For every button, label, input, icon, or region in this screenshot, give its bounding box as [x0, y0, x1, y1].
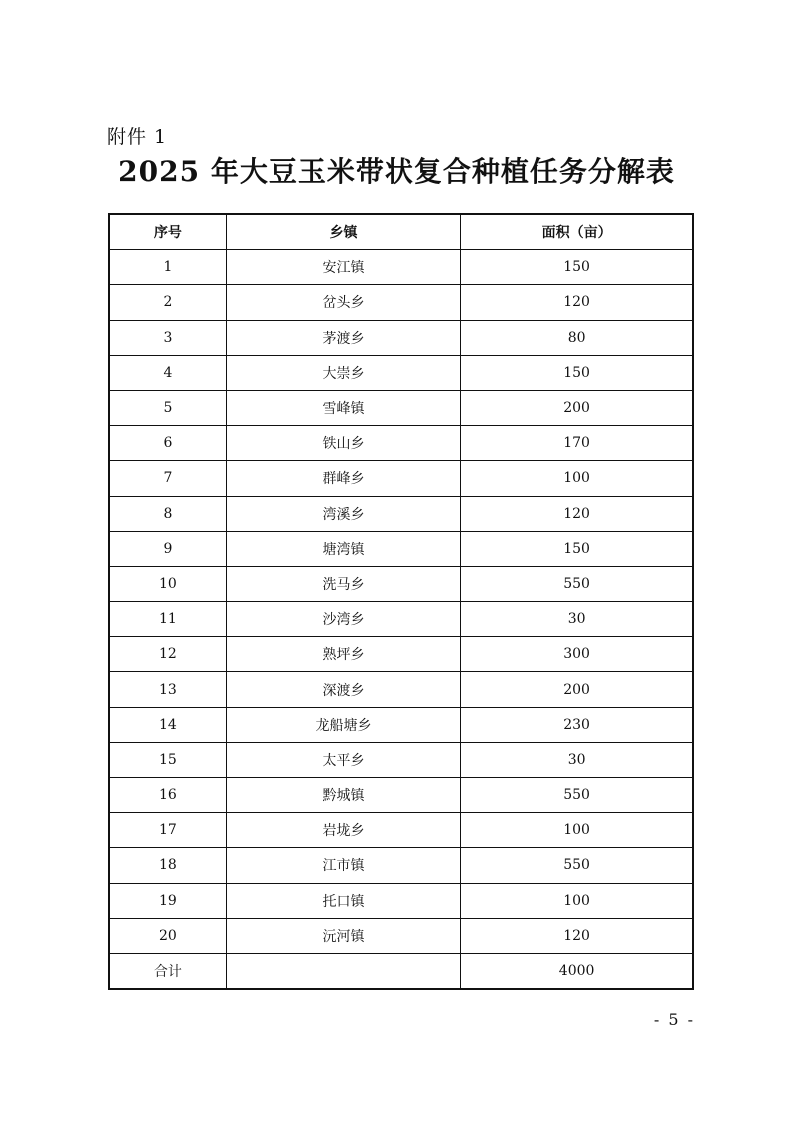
row-town: 岩垅乡	[226, 813, 460, 848]
table-row	[109, 672, 693, 707]
row-area: 230	[461, 707, 693, 742]
total-area: 4000	[461, 953, 693, 989]
row-area: 200	[461, 672, 693, 707]
row-number: 6	[109, 426, 226, 461]
row-area: 30	[461, 742, 693, 777]
table-row	[109, 813, 693, 848]
table-row	[109, 778, 693, 813]
row-town: 雪峰镇	[226, 390, 460, 425]
row-number: 14	[109, 707, 226, 742]
total-label: 合计	[109, 953, 226, 989]
attachment-label: 附件 1	[107, 126, 168, 148]
row-number: 20	[109, 918, 226, 953]
row-number: 5	[109, 390, 226, 425]
row-number: 19	[109, 883, 226, 918]
table-row	[109, 848, 693, 883]
page-number: - 5 -	[653, 1010, 695, 1029]
table-row	[109, 355, 693, 390]
table-row	[109, 566, 693, 601]
table-row	[109, 426, 693, 461]
row-town: 岔头乡	[226, 285, 460, 320]
row-town: 群峰乡	[226, 461, 460, 496]
row-area: 550	[461, 848, 693, 883]
row-number: 13	[109, 672, 226, 707]
row-town: 茅渡乡	[226, 320, 460, 355]
row-town: 沙湾乡	[226, 602, 460, 637]
row-area: 100	[461, 883, 693, 918]
row-area: 550	[461, 566, 693, 601]
row-number: 12	[109, 637, 226, 672]
row-town: 铁山乡	[226, 426, 460, 461]
row-area: 150	[461, 250, 693, 285]
row-area: 170	[461, 426, 693, 461]
table-row	[109, 883, 693, 918]
row-town: 洗马乡	[226, 566, 460, 601]
header-area: 面积（亩）	[461, 214, 693, 250]
row-area: 150	[461, 531, 693, 566]
row-number: 16	[109, 778, 226, 813]
table-row	[109, 250, 693, 285]
table-row	[109, 742, 693, 777]
row-number: 10	[109, 566, 226, 601]
table-header-row	[109, 214, 693, 250]
row-area: 30	[461, 602, 693, 637]
table-row	[109, 602, 693, 637]
row-area: 100	[461, 461, 693, 496]
row-town: 江市镇	[226, 848, 460, 883]
row-number: 17	[109, 813, 226, 848]
row-town: 大崇乡	[226, 355, 460, 390]
row-number: 15	[109, 742, 226, 777]
table-row	[109, 707, 693, 742]
row-town: 深渡乡	[226, 672, 460, 707]
row-area: 120	[461, 285, 693, 320]
row-number: 7	[109, 461, 226, 496]
table-row	[109, 390, 693, 425]
row-town: 黔城镇	[226, 778, 460, 813]
table-row	[109, 320, 693, 355]
row-area: 150	[461, 355, 693, 390]
row-town: 熟坪乡	[226, 637, 460, 672]
row-number: 4	[109, 355, 226, 390]
row-town: 安江镇	[226, 250, 460, 285]
table-row	[109, 496, 693, 531]
row-town: 托口镇	[226, 883, 460, 918]
row-area: 80	[461, 320, 693, 355]
row-number: 8	[109, 496, 226, 531]
row-area: 120	[461, 918, 693, 953]
task-breakdown-table	[108, 213, 694, 990]
row-area: 200	[461, 390, 693, 425]
table-row	[109, 918, 693, 953]
total-row	[109, 953, 693, 989]
row-area: 300	[461, 637, 693, 672]
table-row	[109, 531, 693, 566]
header-town: 乡镇	[226, 214, 460, 250]
document-title: 2025 年大豆玉米带状复合种植任务分解表	[118, 155, 675, 188]
table-body	[109, 250, 693, 954]
row-town: 湾溪乡	[226, 496, 460, 531]
row-area: 120	[461, 496, 693, 531]
row-number: 11	[109, 602, 226, 637]
row-town: 太平乡	[226, 742, 460, 777]
table-row	[109, 461, 693, 496]
row-number: 9	[109, 531, 226, 566]
header-no: 序号	[109, 214, 226, 250]
row-number: 1	[109, 250, 226, 285]
total-town	[226, 953, 460, 989]
table-row	[109, 285, 693, 320]
row-town: 龙船塘乡	[226, 707, 460, 742]
row-number: 2	[109, 285, 226, 320]
row-area: 100	[461, 813, 693, 848]
row-town: 沅河镇	[226, 918, 460, 953]
row-town: 塘湾镇	[226, 531, 460, 566]
row-number: 3	[109, 320, 226, 355]
table-row	[109, 637, 693, 672]
row-number: 18	[109, 848, 226, 883]
row-area: 550	[461, 778, 693, 813]
